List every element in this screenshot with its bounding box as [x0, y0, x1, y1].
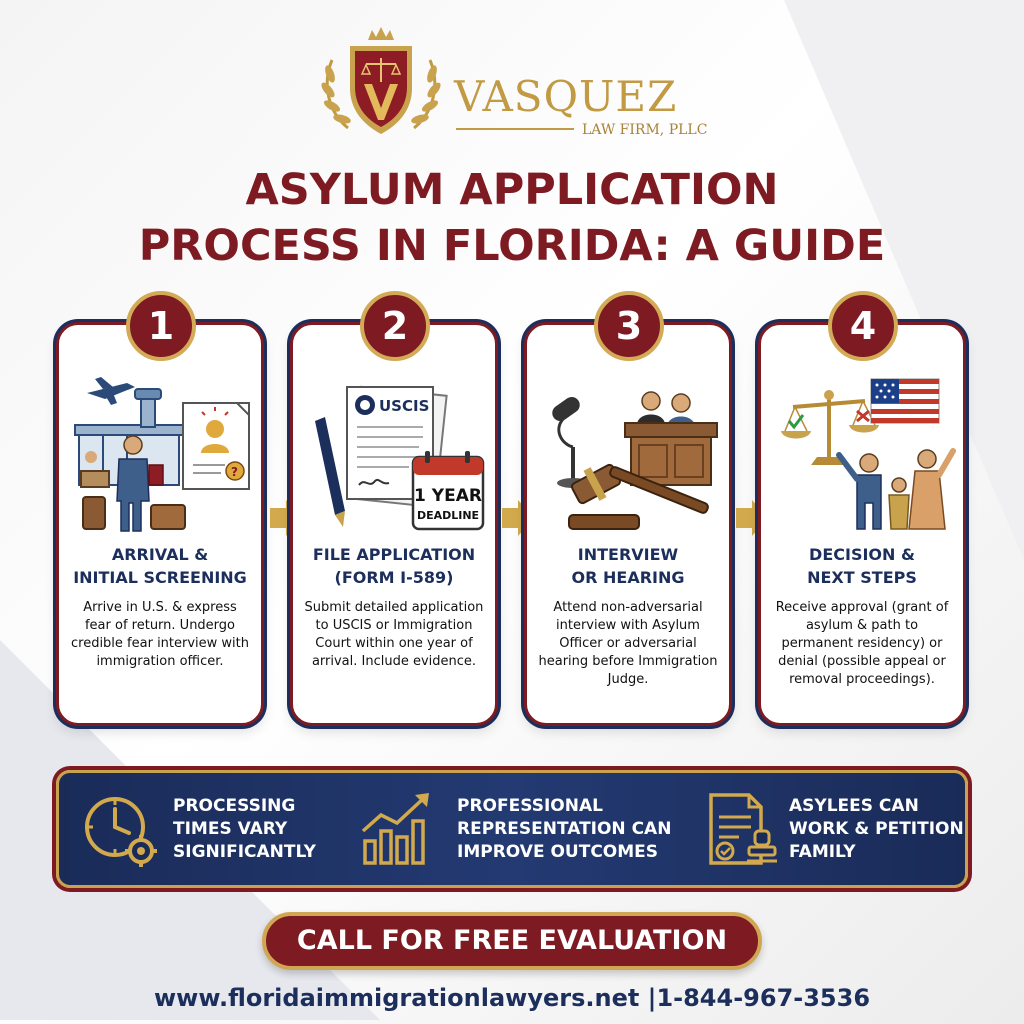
step-description: Submit detailed application to USCIS or Immigration Court within one year of arrival. Include evidence.	[304, 600, 484, 669]
step-title-line: INITIAL SCREENING	[73, 568, 247, 587]
divider	[456, 128, 574, 130]
step-number-badge: 4	[828, 291, 898, 361]
info-text	[789, 795, 964, 864]
info-text-line: PROCESSING	[173, 796, 296, 816]
info-banner	[56, 770, 968, 888]
step-card-3	[524, 304, 732, 726]
step-title-line: OR HEARING	[571, 568, 685, 587]
step-title-line: FILE APPLICATION	[312, 545, 476, 564]
scales-family-flag-icon	[767, 361, 957, 541]
info-text-line: IMPROVE OUTCOMES	[457, 842, 659, 862]
airport-arrival-icon	[65, 361, 255, 541]
step-number-badge: 1	[126, 291, 196, 361]
step-title-line: INTERVIEW	[577, 545, 679, 564]
info-text-line: REPRESENTATION CAN	[457, 819, 672, 839]
step-description: Arrive in U.S. & express fear of return. Undergo credible fear interview with immigration officer.	[70, 600, 250, 669]
contact-info[interactable]: www.floridaimmigrationlawyers.net |1-844-967-3536	[153, 984, 871, 1012]
step-number-badge: 3	[594, 291, 664, 361]
step-title-line: (FORM I-589)	[334, 568, 454, 587]
step-card-2	[290, 304, 498, 726]
page-title-line: ASYLUM APPLICATION	[245, 165, 779, 215]
step-title-line: ARRIVAL &	[111, 545, 209, 564]
step-title	[765, 543, 959, 589]
step-title	[297, 543, 491, 589]
step-description: Attend non-adversarial interview with Asylum Officer or adversarial hearing before Immigration Judge.	[538, 600, 718, 687]
law-crest-scales-icon	[318, 24, 444, 142]
cta-label: CALL FOR FREE EVALUATION	[296, 925, 728, 956]
info-text-line: PROFESSIONAL	[457, 796, 603, 816]
growth-chart-icon	[355, 791, 433, 869]
approved-document-stamp-icon	[703, 791, 781, 869]
firm-subtitle: LAW FIRM, PLLC	[582, 122, 708, 138]
page-title	[0, 162, 1024, 274]
info-text-line: ASYLEES CAN	[789, 796, 919, 816]
firm-logo	[318, 24, 718, 144]
info-text-line: FAMILY	[789, 842, 856, 862]
courtroom-gavel-icon	[533, 361, 723, 541]
info-text-line: SIGNIFICANTLY	[173, 842, 316, 862]
step-number-badge: 2	[360, 291, 430, 361]
step-title	[531, 543, 725, 589]
step-card-1	[56, 304, 264, 726]
clock-gear-icon	[81, 791, 159, 869]
calendar-label: 1 YEAR	[414, 486, 482, 506]
page-title-line: PROCESS IN FLORIDA: A GUIDE	[138, 221, 886, 271]
uscis-document-icon	[299, 361, 489, 541]
svg-text:?: ?	[231, 465, 238, 479]
step-title-line: DECISION &	[809, 545, 915, 564]
info-item	[355, 783, 695, 875]
calendar-label: DEADLINE	[416, 509, 480, 522]
step-description: Receive approval (grant of asylum & path to permanent residency) or denial (possible appeal or removal proceedings).	[775, 600, 949, 687]
document-label: USCIS	[379, 397, 430, 415]
info-item	[81, 783, 351, 875]
firm-name: VASQUEZ	[454, 72, 678, 121]
info-text-line: TIMES VARY	[173, 819, 288, 839]
step-title-line: NEXT STEPS	[807, 568, 917, 587]
step-title	[63, 543, 257, 589]
free-evaluation-button[interactable]	[262, 912, 762, 970]
step-card-4	[758, 304, 966, 726]
info-item	[703, 783, 964, 875]
info-text	[173, 795, 351, 864]
info-text	[457, 795, 695, 864]
info-text-line: WORK & PETITION	[789, 819, 964, 839]
